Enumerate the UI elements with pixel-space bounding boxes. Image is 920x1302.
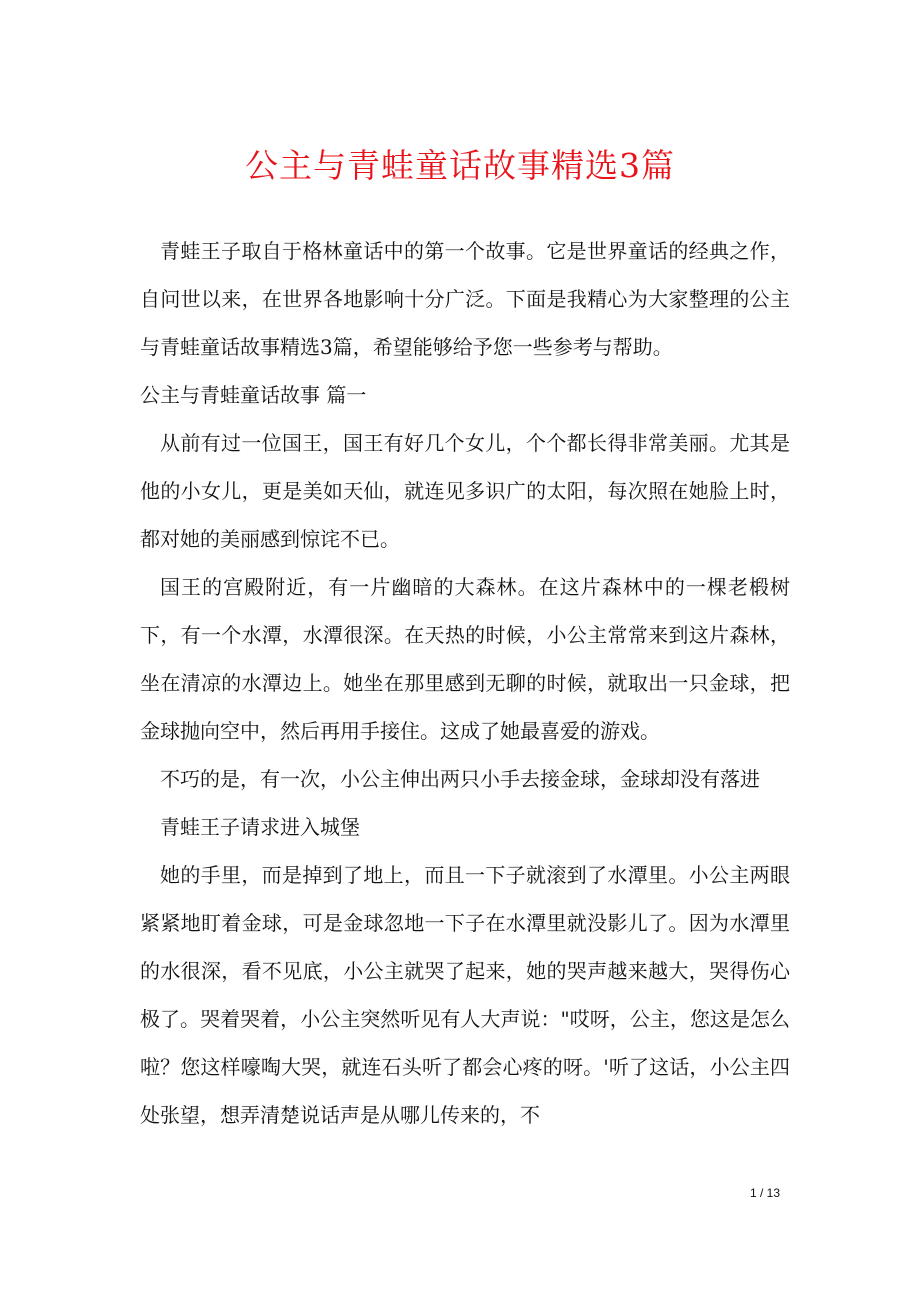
document-title: 公主与青蛙童话故事精选3篇 <box>245 146 675 185</box>
story-paragraph: 不巧的是，有一次，小公主伸出两只小手去接金球，金球却没有落进 <box>160 767 760 791</box>
intro-paragraph: 青蛙王子取自于格林童话中的第一个故事。它是世界童话的经典之作，自问世以来，在世界各地影响十分广泛。下面是我精心为大家整理的公主与青蛙童话故事精选3篇，希望能够给予您一些参考与帮助。 <box>140 239 790 359</box>
story-paragraph: 国王的宫殿附近，有一片幽暗的大森林。在这片森林中的一棵老椴树下，有一个水潭，水潭很深。在天热的时候，小公主常常来到这片森林，坐在清凉的水潭边上。她坐在那里感到无聊的时候，就取出一只金球，把金球抛向空中，然后再用手接住。这成了她最喜爱的游戏。 <box>140 575 790 743</box>
sub-heading: 青蛙王子请求进入城堡 <box>160 815 360 839</box>
story-paragraph: 从前有过一位国王，国王有好几个女儿，个个都长得非常美丽。尤其是他的小女儿，更是美如天仙，就连见多识广的太阳，每次照在她脸上时，都对她的美丽感到惊诧不已。 <box>140 431 790 551</box>
page-number: 1 / 13 <box>749 1186 780 1200</box>
story-paragraph: 她的手里，而是掉到了地上，而且一下子就滚到了水潭里。小公主两眼紧紧地盯着金球，可是金球忽地一下子在水潭里就没影儿了。因为水潭里的水很深，看不见底，小公主就哭了起来，她的哭声越来越大，哭得伤心极了。哭着哭着，小公主突然听见有人大声说："哎呀，公主，您这是怎么啦？您这样嚎啕大哭，就连石头听了都会心疼的呀。'听了这话，小公主四处张望，想弄清楚说话声是从哪儿传来的，不 <box>140 863 790 1127</box>
section-heading: 公主与青蛙童话故事 篇一 <box>140 383 367 407</box>
document-body <box>140 227 790 1139</box>
